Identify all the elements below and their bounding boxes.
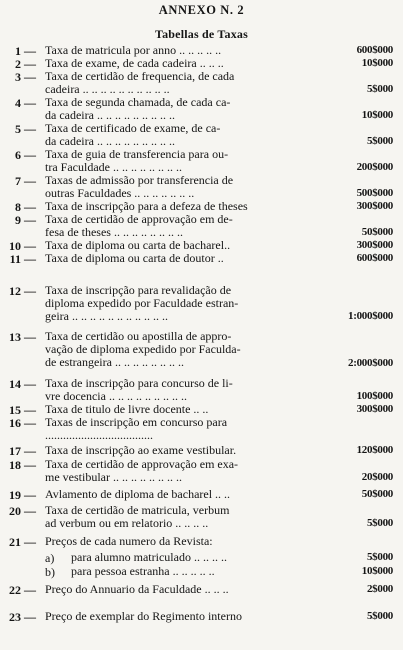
entry-dash: — — [24, 148, 36, 162]
entry-amount: 600$000 — [356, 252, 393, 264]
entry-amount: 2:000$000 — [348, 357, 393, 369]
entry-number: 7 — [15, 174, 21, 188]
entry-number: 2 — [15, 57, 21, 71]
entry-dash: — — [24, 377, 36, 391]
entry-number: 10 — [9, 239, 21, 253]
entry-number: 3 — [15, 70, 21, 84]
entry-number: 12 — [9, 284, 21, 298]
entry-dash: — — [24, 122, 36, 136]
entry-description-line: .................................... — [45, 429, 153, 442]
entry-description-line: cadeira .. .. .. .. .. .. .. .. .. .. — [45, 83, 170, 96]
entry-amount: 20$000 — [361, 471, 393, 483]
entry-number: 11 — [9, 252, 21, 266]
entry-description-line: ad verbum ou em relatorio .. .. .. .. — [45, 517, 209, 530]
entry-amount: 100$000 — [356, 390, 393, 402]
entry-description-line: tra Faculdade .. .. .. .. .. .. .. .. — [45, 161, 182, 174]
entry-description-line: vre docencia .. .. .. .. .. .. .. .. .. — [45, 390, 187, 403]
entry-number: 5 — [15, 122, 21, 136]
entry-dash: — — [24, 444, 36, 458]
entry-dash: — — [24, 403, 36, 417]
entry-number: 1 — [15, 44, 21, 58]
entry-description-line: me vestibular .. .. .. .. .. .. .. .. — [45, 471, 182, 484]
entry-description-line: Taxa de inscripção para concurso de li- — [45, 377, 233, 390]
entry-amount: 5$000 — [366, 83, 393, 95]
entry-amount: 120$000 — [356, 444, 393, 456]
entry-description-line: da cadeira .. .. .. .. .. .. .. .. .. — [45, 109, 175, 122]
entry-dash: — — [24, 200, 36, 214]
entry-description-line: Preço de exemplar do Regimento interno — [45, 610, 242, 623]
entry-number: 18 — [9, 458, 21, 472]
entry-dash: — — [24, 213, 36, 227]
entry-number: 17 — [9, 444, 21, 458]
entry-description-line: Taxa de inscripção para a defeza de theses — [45, 200, 248, 213]
entry-amount: 50$000 — [361, 226, 393, 238]
entry-amount: 50$000 — [361, 488, 393, 500]
entry-description-line: outras Faculdades .. .. .. .. .. .. .. — [45, 187, 195, 200]
entry-description-line: Taxas de admissão por transferencia de — [45, 174, 234, 187]
entry-dash: — — [24, 96, 36, 110]
entry-number: 9 — [15, 213, 21, 227]
entry-description-line: Taxas de inscripção em concurso para — [45, 416, 228, 429]
entry-amount: 5$000 — [366, 610, 393, 622]
entry-amount: 300$000 — [356, 403, 393, 415]
entry-dash: — — [24, 70, 36, 84]
entry-description-line: Taxa de diploma ou carta de doutor .. — [45, 252, 224, 265]
entry-description-line: Taxa de segunda chamada, de cada ca- — [45, 96, 231, 109]
revista-item-text: para alumno matriculado .. .. .. .. — [71, 551, 227, 564]
entry-description-line: Taxa de matricula por anno .. .. .. .. .. — [45, 44, 222, 57]
entry-number: 4 — [15, 96, 21, 110]
entry-description-line: Avlamento de diploma de bacharel .. .. — [45, 488, 231, 501]
entry-number: 14 — [9, 377, 21, 391]
entry-amount: 300$000 — [356, 200, 393, 212]
entry-amount: 200$000 — [356, 161, 393, 173]
entry-dash: — — [24, 458, 36, 472]
entry-number: 15 — [9, 403, 21, 417]
entry-description-line: Taxa de certidão de frequencia, de cada — [45, 70, 235, 83]
entry-description-line: Taxa de certidão de approvação em exa- — [45, 458, 239, 471]
entry-number: 8 — [15, 200, 21, 214]
annex-title: ANNEXO N. 2 — [158, 3, 245, 17]
entry-amount: 5$000 — [366, 517, 393, 529]
revista-item-label: a) — [45, 551, 55, 565]
entry-amount: 500$000 — [356, 187, 393, 199]
entry-amount: 10$000 — [361, 57, 393, 69]
revista-item-label: b) — [45, 565, 55, 579]
entry-dash: — — [24, 535, 36, 549]
entry-amount: 2$000 — [366, 583, 393, 595]
entry-dash: — — [24, 174, 36, 188]
entry-description-line: geira .. .. .. .. .. .. .. .. .. .. .. — [45, 310, 168, 323]
entry-number: 6 — [15, 148, 21, 162]
entry-description-line: da cadeira .. .. .. .. .. .. .. .. .. — [45, 135, 175, 148]
entry-amount: 600$000 — [356, 44, 393, 56]
entry-description-line: Taxa de exame, de cada cadeira .. .. .. — [45, 57, 224, 70]
entry-description-line: Taxa de titulo de livre docente .. .. — [45, 403, 209, 416]
entry-dash: — — [24, 57, 36, 71]
entry-description-line: Taxa de certificado de exame, de ca- — [45, 122, 221, 135]
entry-number: 23 — [9, 610, 21, 624]
revista-item-amount: 10$000 — [361, 565, 393, 577]
entry-number: 22 — [9, 583, 21, 597]
revista-item-text: para pessoa estranha .. .. .. .. .. — [71, 565, 215, 578]
entry-dash: — — [24, 44, 36, 58]
table-title: Tabellas de Taxas — [155, 27, 248, 41]
entry-description-line: fesa de theses .. .. .. .. .. .. .. .. — [45, 226, 183, 239]
entry-description-line: Taxa de certidão de approvação em de- — [45, 213, 233, 226]
entry-dash: — — [24, 416, 36, 430]
revista-item-amount: 5$000 — [366, 551, 393, 563]
entry-description-line: diploma expedido por Faculdade estran- — [45, 297, 239, 310]
entry-description-line: vação de diploma expedido por Faculda- — [45, 343, 241, 356]
entry-description-line: Taxa de inscripção ao exame vestibular. — [45, 444, 237, 457]
entry-description-line: Taxa de certidão ou apostilla de appro- — [45, 330, 232, 343]
entry-number: 19 — [9, 488, 21, 502]
entry-amount: 5$000 — [366, 135, 393, 147]
entry-description-line: Taxa de inscripção para revalidação de — [45, 284, 232, 297]
entry-description-line: de estrangeira .. .. .. .. .. .. .. .. — [45, 356, 184, 369]
entry-amount: 1:000$000 — [348, 310, 393, 322]
entry-description-line: Taxa de diploma ou carta de bacharel.. — [45, 239, 231, 252]
entry-amount: 300$000 — [356, 239, 393, 251]
entry-dash: — — [24, 252, 36, 266]
entry-dash: — — [24, 583, 36, 597]
entry-description-line: Taxa de guia de transferencia para ou- — [45, 148, 229, 161]
entry-number: 13 — [9, 330, 21, 344]
entry-dash: — — [24, 488, 36, 502]
entry-number: 21 — [9, 535, 21, 549]
entry-description-line: Taxa de certidão de matricula, verbum — [45, 504, 230, 517]
entry-dash: — — [24, 610, 36, 624]
entry-amount: 10$000 — [361, 109, 393, 121]
entry-description-line: Preços de cada numero da Revista: — [45, 535, 213, 548]
entry-dash: — — [24, 284, 36, 298]
entry-description-line: Preço do Annuario da Faculdade .. .. .. — [45, 583, 229, 596]
entry-dash: — — [24, 239, 36, 253]
entry-dash: — — [24, 504, 36, 518]
entry-dash: — — [24, 330, 36, 344]
entry-number: 20 — [9, 504, 21, 518]
entry-number: 16 — [9, 416, 21, 430]
